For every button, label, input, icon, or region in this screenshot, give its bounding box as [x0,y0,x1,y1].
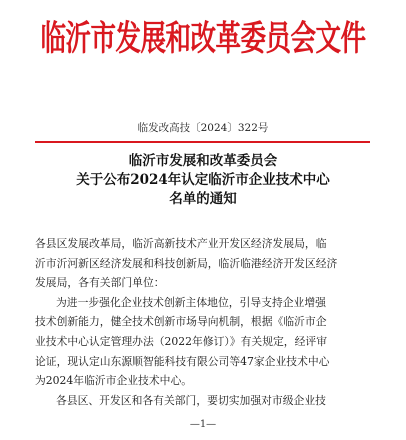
body-line: 沂市沂河新区经济发展和科技创新局，临沂临港经济开发区经济 [35,256,338,270]
title-line-subject: 关于公布2024年认定临沂市企业技术中心 [76,172,330,188]
body-line: 论证，现认定山东源顺智能科技有限公司等47家企业技术中心 [35,354,330,368]
masthead-title: 临沂市发展和改革委员会文件 [40,18,366,60]
body-line: 为2024年临沂市企业技术中心。 [35,374,193,388]
page-number: —1— [189,419,217,430]
body-line: 技术创新能力，健全技术创新市场导向机制，根据《临沂市企 [35,315,327,329]
body-line: 发展局，各有关部门单位： [35,276,165,290]
red-divider-rule [35,141,370,143]
title-line-issuer: 临沂市发展和改革委员会 [128,153,278,169]
body-line: 各县区发展改革局，临沂高新技术产业开发区经济发展局，临 [35,237,327,250]
document-number: 临发改高技〔2024〕322号 [137,122,269,134]
title-line-notice: 名单的通知 [169,191,237,207]
body-line: 业技术中心认定管理办法（2022年修订）》有关规定，经评审 [35,334,327,348]
document-body [35,234,370,410]
body-line: 各县区、开发区和各有关部门，要切实加强对市级企业技 [56,393,326,407]
notice-title [0,152,406,209]
body-line: 为进一步强化企业技术创新主体地位，引导支持企业增强 [56,295,326,309]
